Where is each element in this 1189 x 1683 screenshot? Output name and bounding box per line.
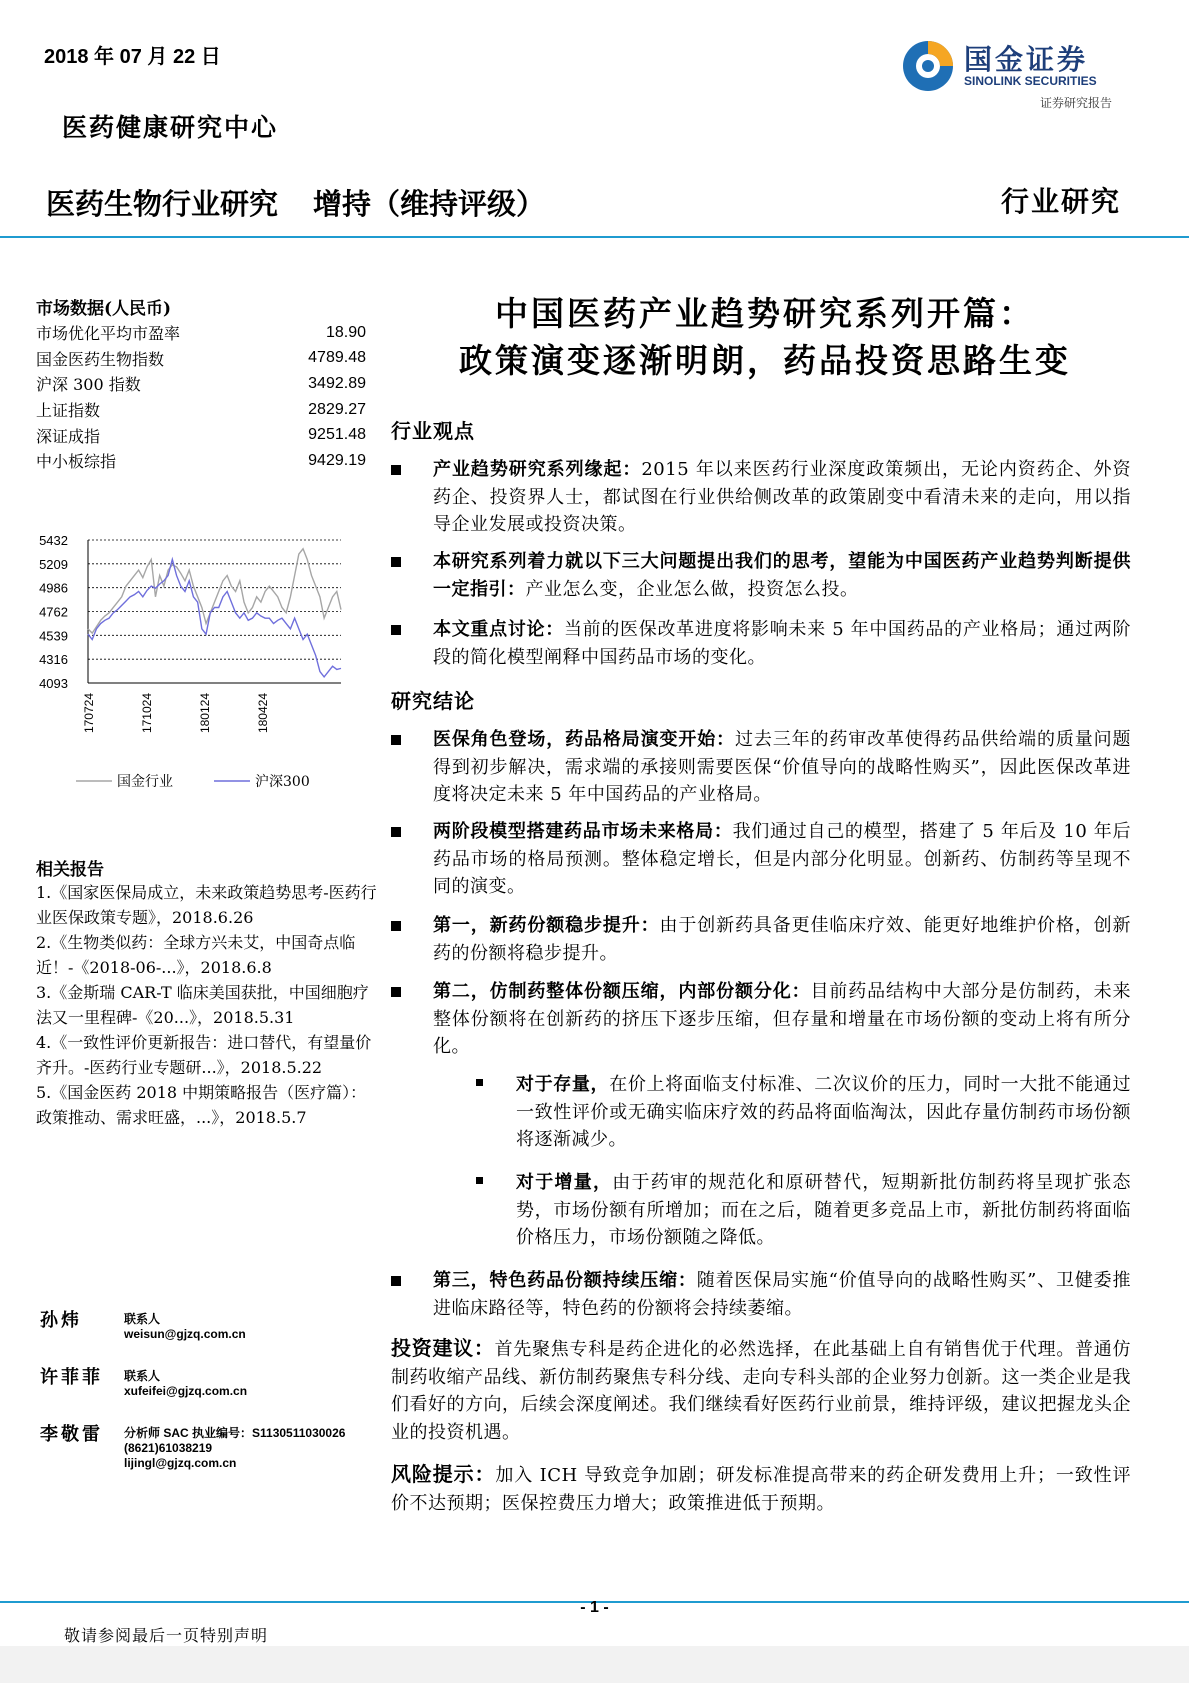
disclaimer-text: 敬请参阅最后一页特别声明	[64, 1626, 269, 1645]
y-tick-label: 5209	[39, 556, 68, 572]
bullet-item: 第一，新药份额稳步提升：由于创新药具备更佳临床疗效、能更好地维护价格，创新药的份额将稳步提升。	[391, 912, 1131, 967]
bullet-item: 第三，特色药品份额持续压缩：随着医保局实施“价值导向的战略性购买”、卫健委推进临床路径等，特色药的份额将会持续萎缩。	[391, 1267, 1131, 1322]
bullet-item: 产业趋势研究系列缘起：2015 年以来医药行业深度政策频出，无论内资药企、外资药企、投资界人士，都试图在行业供给侧改革的政策剧变中看清未来的走向，用以指导企业发展或投资决策。	[391, 456, 1131, 539]
report-link[interactable]: 2.《生物类似药：全球方兴未艾，中国奇点临近！-《2018-06-...》，2018.6.8	[36, 933, 356, 977]
market-row: 上证指数 2829.27	[36, 400, 366, 421]
bullet-item: 两阶段模型搭建药品市场未来格局：我们通过自己的模型，搭建了 5 年后及 10 年后药品市场的格局预测。整体稳定增长，但是内部分化明显。创新药、仿制药等呈现不同的演变。	[391, 818, 1131, 901]
sub-bullet-item: 对于存量，在价上将面临支付标准、二次议价的压力，同时一大批不能通过一致性评价或无确实临床疗效的药品将面临淘汰，因此存量仿制药市场份额将逐渐减少。	[476, 1071, 1131, 1154]
x-tick-label: 180424	[256, 693, 270, 734]
report-link[interactable]: 3.《金斯瑞 CAR-T 临床美国获批，中国细胞疗法又一里程碑-《20...》，2018.5.31	[36, 983, 369, 1027]
related-reports-title: 相关报告	[36, 860, 104, 880]
x-tick-label: 170724	[82, 693, 96, 734]
market-data-title: 市场数据(人民币)	[36, 299, 172, 319]
bullet-icon	[391, 625, 401, 635]
bullet-icon	[391, 827, 401, 837]
bullet-item: 第二，仿制药整体份额压缩，内部份额分化：目前药品结构中大部分是仿制药，未来整体份额将在创新药的挤压下逐步压缩，但存量和增量在市场份额的变动上将有所分化。	[391, 978, 1131, 1061]
bullet-item: 医保角色登场，药品格局演变开始：过去三年的药审改革使得药品供给端的质量问题得到初步解决，需求端的承接则需要医保“价值导向的战略性购买”，因此医保改革进度将决定未来 5 年中国药品的产业格局。	[391, 726, 1131, 809]
y-tick-label: 4986	[39, 580, 68, 596]
legend-label: 沪深300	[255, 774, 310, 790]
section-heading: 行业观点	[391, 419, 475, 443]
author-info: 分析师 SAC 执业编号：S1130511030026 (8621)61038219 lijingl@gjzq.com.cn	[124, 1426, 346, 1470]
market-row: 深证成指 9251.48	[36, 426, 366, 446]
author-name: 许菲菲	[40, 1367, 103, 1388]
author-name: 李敬雷	[40, 1424, 103, 1445]
industry-title: 医药生物行业研究	[46, 189, 279, 221]
risk-warning: 风险提示：加入 ICH 导致竞争加剧；研发标准提高带来的药企研发费用上升；一致性评价不达预期；医保控费压力增大；政策推进低于预期。	[391, 1462, 1131, 1514]
series-line	[88, 549, 341, 633]
logo-text-cn: 国金证券	[964, 44, 1089, 75]
y-tick-label: 5432	[39, 533, 68, 548]
market-row: 国金医药生物指数 4789.48	[36, 349, 366, 369]
market-data-table	[36, 320, 366, 474]
logo-mark-icon	[902, 40, 954, 92]
report-link[interactable]: 5.《国金医药 2018 中期策略报告（医疗篇）：政策推动、需求旺盛，...》，2018.5.7	[36, 1083, 367, 1127]
report-link[interactable]: 4.《一致性评价更新报告：进口替代，有望量价齐升。-医药行业专题研...》，2018.5.22	[36, 1033, 372, 1077]
bullet-icon	[391, 987, 401, 997]
bullet-icon	[391, 1276, 401, 1286]
market-row: 市场优化平均市盈率 18.90	[36, 323, 366, 344]
report-type: 行业研究	[1001, 185, 1122, 218]
section-heading: 研究结论	[391, 689, 475, 713]
research-center: 医药健康研究中心	[62, 113, 279, 142]
related-reports-list	[36, 880, 381, 1130]
bullet-icon	[391, 557, 401, 567]
legend-label: 国金行业	[117, 774, 173, 790]
y-tick-label: 4539	[39, 628, 68, 644]
market-row: 沪深 300 指数 3492.89	[36, 374, 366, 395]
author-email[interactable]: weisun@gjzq.com.cn	[124, 1327, 246, 1341]
y-tick-label: 4093	[39, 676, 68, 691]
bullet-item: 本研究系列着力就以下三大问题提出我们的思考，望能为中国医药产业趋势判断提供一定指引：产业怎么变，企业怎么做，投资怎么投。	[391, 548, 1131, 603]
author-email[interactable]: lijingl@gjzq.com.cn	[124, 1456, 237, 1470]
x-tick-label: 180124	[198, 693, 212, 734]
company-logo	[902, 36, 1130, 94]
bullet-item: 本文重点讨论：当前的医保改革进度将影响未来 5 年中国药品的产业格局；通过两阶段的简化模型阐释中国药品市场的变化。	[391, 616, 1131, 671]
sub-bullet-item: 对于增量，由于药审的规范化和原研替代，短期新批仿制药将呈现扩张态势，市场份额有所增加；而在之后，随着更多竞品上市，新批仿制药将面临价格压力，市场份额随之降低。	[476, 1169, 1131, 1252]
page-number: - 1 -	[580, 1599, 609, 1616]
y-tick-label: 4316	[39, 652, 68, 668]
author-name: 孙炜	[40, 1310, 82, 1331]
bullet-icon	[391, 735, 401, 745]
bullet-icon	[391, 465, 401, 475]
report-title-line2: 政策演变逐渐明朗，药品投资思路生变	[459, 341, 1071, 380]
market-row: 中小板综指 9429.19	[36, 451, 366, 472]
report-link[interactable]: 1.《国家医保局成立，未来政策趋势思考-医药行业医保政策专题》，2018.6.26	[36, 883, 377, 927]
sub-bullet-icon	[476, 1177, 483, 1184]
footer-band	[0, 1646, 1189, 1683]
x-tick-label: 171024	[140, 693, 154, 734]
index-line-chart	[36, 528, 356, 808]
logo-text-en: SINOLINK SECURITIES	[964, 74, 1097, 88]
investment-advice: 投资建议：首先聚焦专科是药企进化的必然选择，在此基础上自有销售优于代理。普通仿制药收缩产品线、新仿制药聚焦专科分线、走向专科头部的企业努力创新。这一类企业是我们看好的方向，后续会深度阐述。我们继续看好医药行业前景，维持评级，建议把握龙头企业的投资机遇。	[391, 1336, 1132, 1443]
author-info: 联系人 weisun@gjzq.com.cn	[124, 1312, 246, 1341]
author-info: 联系人 xufeifei@gjzq.com.cn	[124, 1369, 248, 1398]
rating: 增持（维持评级）	[313, 189, 546, 221]
header-divider	[0, 236, 1189, 238]
logo-subtitle: 证券研究报告	[1040, 96, 1113, 110]
bullet-icon	[391, 921, 401, 931]
report-title-line1: 中国医药产业趋势研究系列开篇：	[495, 294, 1035, 333]
author-email[interactable]: xufeifei@gjzq.com.cn	[124, 1384, 248, 1398]
sub-bullet-icon	[476, 1079, 483, 1086]
y-tick-label: 4762	[39, 604, 68, 620]
report-date: 2018 年 07 月 22 日	[44, 46, 221, 68]
